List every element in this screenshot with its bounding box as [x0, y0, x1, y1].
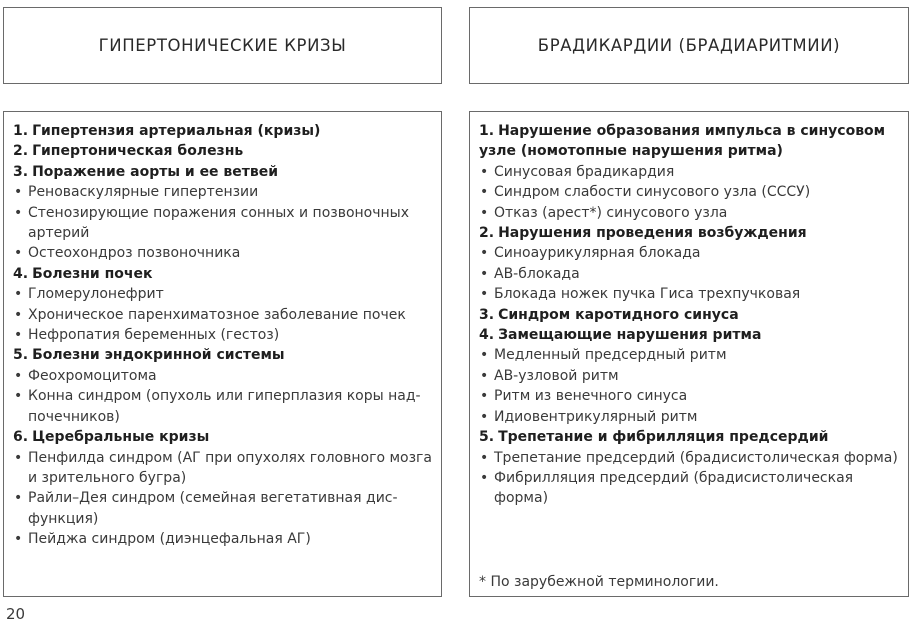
- section-title: Гипертоническая болезнь: [32, 143, 244, 160]
- section-heading: [13, 162, 433, 182]
- list-item-text: Блокада ножек пучка Гиса трехпучковая: [494, 286, 801, 303]
- list-item-text: Остеохондроз позвоночника: [28, 245, 241, 262]
- list-item-text: Синусовая брадикардия: [494, 163, 675, 180]
- section-number: 6.: [13, 429, 29, 446]
- list-item-text: АВ-узловой ритм: [494, 367, 619, 384]
- list-item: [479, 284, 900, 304]
- bullet-icon: •: [14, 531, 23, 548]
- list-item-text: Идиовентрикулярный ритм: [494, 408, 698, 425]
- section-number: 3.: [479, 306, 495, 323]
- bullet-icon: •: [480, 449, 489, 466]
- section-title: Гипертензия артериальная (кризы): [32, 123, 321, 139]
- bullet-icon: •: [480, 245, 489, 262]
- bullet-icon: •: [14, 367, 23, 384]
- list-item-text: Пейджа синдром (диэнцефальная АГ): [28, 531, 311, 548]
- list-item-text: Феохромоцитома: [28, 367, 157, 384]
- bullet-icon: •: [14, 245, 23, 262]
- section-number: 2.: [13, 143, 29, 160]
- list-item: [479, 407, 900, 427]
- bullet-icon: •: [14, 327, 23, 344]
- bullet-icon: •: [480, 408, 489, 425]
- list-item: [13, 182, 433, 202]
- bullet-icon: •: [480, 265, 489, 282]
- section-number: 4.: [13, 265, 29, 282]
- section-number: 5.: [13, 347, 29, 364]
- list-item: [479, 203, 900, 223]
- bullet-icon: •: [480, 184, 489, 201]
- section-number: 1.: [479, 123, 495, 139]
- list-item: [479, 448, 900, 468]
- bullet-icon: •: [14, 204, 23, 221]
- section-heading: [13, 345, 433, 365]
- bullet-icon: •: [14, 306, 23, 323]
- list-item: [13, 243, 433, 263]
- section-heading: [479, 427, 900, 447]
- section-title: Нарушение образования импульса в синусовом узле (номотопные нарушения ритма): [479, 123, 886, 160]
- bullet-icon: •: [14, 449, 23, 466]
- section-heading: [479, 305, 900, 325]
- page-number: 20: [6, 605, 26, 623]
- list-item-text: Фибрилляция предсердий (брадисистолическая форма): [494, 469, 854, 507]
- section-heading: [479, 223, 900, 243]
- list-item-text: Конна синдром (опухоль или гиперплазия коры над-почечников): [28, 388, 421, 425]
- list-item-text: Ритм из венечного синуса: [494, 388, 688, 405]
- bullet-icon: •: [480, 367, 489, 384]
- list-item: [479, 386, 900, 406]
- list-item: [479, 182, 900, 202]
- section-title: Нарушения проведения возбуждения: [498, 225, 807, 242]
- list-item: [479, 345, 900, 365]
- list-item: [13, 325, 433, 345]
- right-content-box: [469, 111, 909, 597]
- section-number: 5.: [479, 429, 495, 446]
- section-number: 4.: [479, 327, 495, 344]
- section-title: Синдром каротидного синуса: [498, 306, 739, 323]
- list-item: [479, 468, 900, 509]
- bullet-icon: •: [480, 163, 489, 180]
- section-title: Болезни почек: [32, 265, 153, 282]
- section-title: Поражение аорты и ее ветвей: [32, 163, 279, 180]
- section-heading: [479, 121, 900, 162]
- list-item: [13, 203, 433, 244]
- list-item-text: Пенфилда синдром (АГ при опухолях головного мозга и зрительного бугра): [28, 449, 432, 486]
- section-heading: [479, 325, 900, 345]
- bullet-icon: •: [14, 184, 23, 201]
- section-title: Болезни эндокринной системы: [32, 347, 285, 364]
- list-item-text: Синоаурикулярная блокада: [494, 245, 701, 262]
- list-item: [13, 284, 433, 304]
- bullet-icon: •: [480, 204, 489, 221]
- left-content-box: [3, 111, 442, 597]
- section-number: 2.: [479, 225, 495, 242]
- footnote: * По зарубежной терминологии.: [479, 574, 719, 590]
- section-heading: [13, 141, 433, 161]
- section-heading: [13, 264, 433, 284]
- section-title: Замещающие нарушения ритма: [498, 327, 762, 344]
- section-heading: [13, 427, 433, 447]
- list-item-text: Синдром слабости синусового узла (СССУ): [494, 184, 811, 201]
- bullet-icon: •: [480, 388, 489, 405]
- list-item: [479, 366, 900, 386]
- left-title: ГИПЕРТОНИЧЕСКИЕ КРИЗЫ: [98, 36, 347, 55]
- right-title: БРАДИКАРДИИ (БРАДИАРИТМИИ): [537, 36, 841, 55]
- list-item-text: Стенозирующие поражения сонных и позвоночных артерий: [28, 204, 410, 242]
- list-item-text: Отказ (арест*) синусового узла: [494, 204, 728, 221]
- list-item: [479, 162, 900, 182]
- section-title: Трепетание и фибрилляция предсердий: [498, 429, 829, 446]
- list-item-text: Гломерулонефрит: [28, 286, 164, 303]
- list-item: [13, 488, 433, 529]
- list-item: [13, 448, 433, 489]
- bullet-icon: •: [14, 388, 23, 405]
- list-item-text: Медленный предсердный ритм: [494, 347, 727, 364]
- list-item-text: Трепетание предсердий (брадисистолическая форма): [494, 449, 898, 466]
- list-item-text: Хроническое паренхиматозное заболевание почек: [28, 306, 406, 323]
- section-title: Церебральные кризы: [32, 429, 210, 446]
- bullet-icon: •: [14, 286, 23, 303]
- list-item: [479, 243, 900, 263]
- section-number: 3.: [13, 163, 29, 180]
- bullet-icon: •: [480, 347, 489, 364]
- list-item-text: Реноваскулярные гипертензии: [28, 184, 259, 201]
- list-item: [13, 366, 433, 386]
- list-item: [13, 529, 433, 549]
- list-item: [13, 386, 433, 427]
- list-item-text: Райли–Дея синдром (семейная вегетативная дис-функция): [28, 490, 398, 527]
- list-item-text: Нефропатия беременных (гестоз): [28, 327, 280, 344]
- right-header-box: [469, 7, 909, 84]
- bullet-icon: •: [480, 286, 489, 303]
- list-item: [479, 264, 900, 284]
- bullet-icon: •: [14, 490, 23, 507]
- section-number: 1.: [13, 123, 29, 139]
- list-item: [13, 305, 433, 325]
- bullet-icon: •: [480, 469, 489, 486]
- list-item-text: АВ-блокада: [494, 265, 580, 282]
- section-heading: [13, 121, 433, 141]
- left-header-box: [3, 7, 442, 84]
